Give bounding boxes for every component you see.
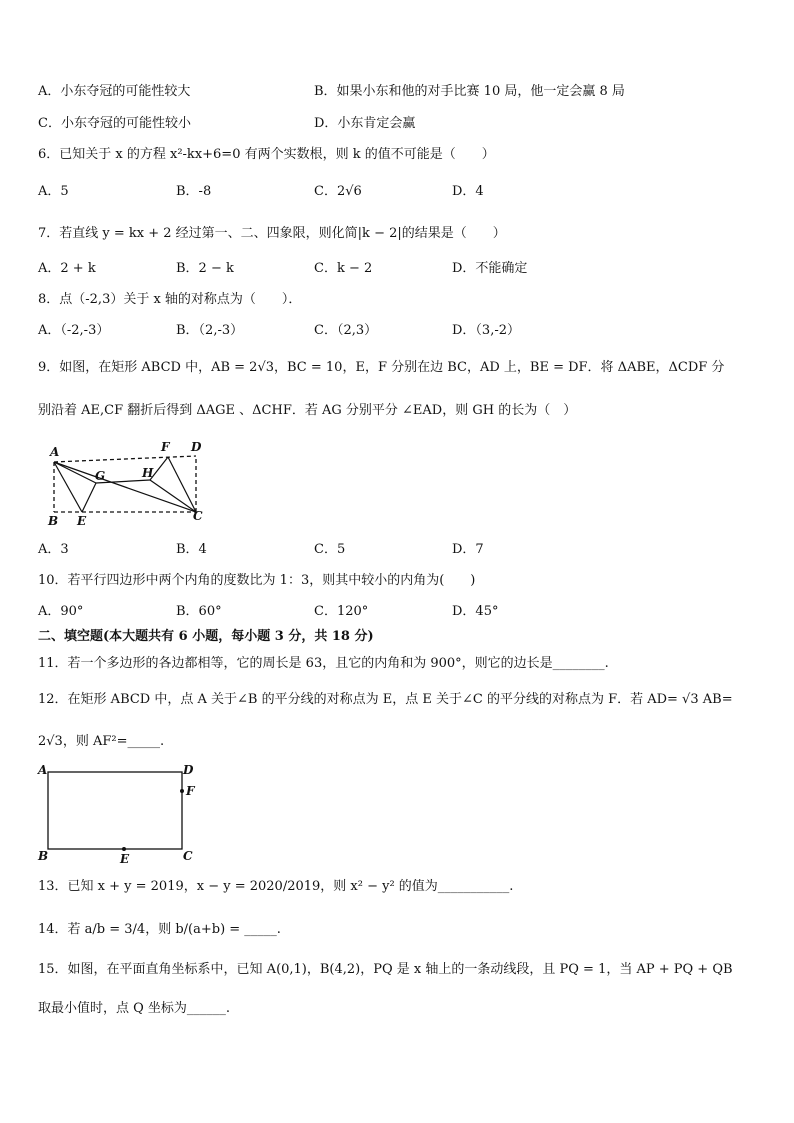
q12-stem-line-1: 12．在矩形 ABCD 中，点 A 关于∠B 的平分线的对称点为 E，点 E 关于∠C 的平分线的对称点为 F．若 AD= √3 AB=	[38, 692, 733, 707]
q9-label-c: C	[193, 509, 203, 523]
q6-option-d: D．4	[452, 184, 484, 199]
q12-rectangle	[48, 772, 182, 849]
q6-option-a: A．5	[38, 184, 69, 199]
q9-edge-ad	[54, 456, 196, 462]
q8-option-a: A．（-2,-3）	[38, 323, 110, 338]
q10-stem: 10．若平行四边形中两个内角的度数比为 1：3，则其中较小的内角为( )	[38, 573, 476, 588]
q10-option-a: A．90°	[38, 604, 84, 619]
q12-label-f: F	[186, 784, 195, 798]
q12-point-f	[180, 789, 184, 793]
q9-stem-line-1: 9．如图，在矩形 ABCD 中，AB = 2√3，BC = 10，E，F 分别在边 BC，AD 上，BE = DF．将 ΔABE，ΔCDF 分	[38, 360, 725, 375]
q5-option-d: D．小东肯定会赢	[314, 116, 416, 131]
q9-label-b: B	[48, 514, 59, 528]
q6-option-c: C．2√6	[314, 184, 362, 199]
q9-option-c: C．5	[314, 542, 346, 557]
q12-point-e	[122, 847, 126, 851]
q5-option-a: A．小东夺冠的可能性较大	[38, 84, 191, 99]
q9-label-h: H	[142, 466, 154, 480]
q9-label-d: D	[191, 440, 202, 454]
q9-label-e: E	[77, 514, 87, 528]
q8-option-d: D．（3,-2）	[452, 323, 520, 338]
q12-stem-line-2: 2√3，则 AF²=_____.	[38, 734, 165, 749]
q7-option-c: C．k − 2	[314, 261, 373, 276]
q8-option-b: B．（2,-3）	[176, 323, 244, 338]
q9-option-a: A．3	[38, 542, 69, 557]
q9-label-g: G	[95, 469, 106, 483]
q15-stem-line-2: 取最小值时，点 Q 坐标为______.	[38, 1001, 231, 1016]
q7-option-d: D．不能确定	[452, 261, 528, 276]
q6-stem: 6．已知关于 x 的方程 x²-kx+6=0 有两个实数根，则 k 的值不可能是（ ）	[38, 147, 495, 162]
q7-option-b: B．2 − k	[176, 261, 234, 276]
q12-label-a: A	[38, 763, 48, 777]
q10-option-c: C．120°	[314, 604, 369, 619]
q9-stem-line-2: 别沿着 AE,CF 翻折后得到 ΔAGE 、ΔCHF．若 AG 分别平分 ∠EAD，则 GH 的长为（ ）	[38, 403, 577, 418]
q12-rectangle-figure	[34, 760, 204, 866]
q9-line-ge	[82, 483, 96, 512]
q7-stem: 7．若直线 y = kx + 2 经过第一、二、四象限，则化简|k − 2|的结果是（ ）	[38, 226, 506, 241]
q9-label-a: A	[50, 445, 60, 459]
q15-stem-line-1: 15．如图，在平面直角坐标系中，已知 A(0,1)，B(4,2)，PQ 是 x 轴上的一条动线段，且 PQ = 1，当 AP + PQ + QB	[38, 962, 733, 977]
q9-figure-svg	[44, 436, 210, 530]
q10-option-d: D．45°	[452, 604, 499, 619]
q8-option-c: C．（2,3）	[314, 323, 378, 338]
q10-option-b: B．60°	[176, 604, 222, 619]
q9-line-hc	[150, 480, 196, 512]
q12-label-c: C	[183, 849, 193, 863]
q8-stem: 8．点（-2,3）关于 x 轴的对称点为（ ）．	[38, 292, 302, 307]
q9-option-b: B．4	[176, 542, 207, 557]
q9-option-d: D．7	[452, 542, 484, 557]
q13-stem: 13．已知 x + y = 2019，x − y = 2020/2019，则 x² − y² 的值为___________.	[38, 879, 514, 894]
q11-stem: 11．若一个多边形的各边都相等，它的周长是 63，且它的内角和为 900°，则它的边长是________.	[38, 656, 609, 671]
q7-option-a: A．2 + k	[38, 261, 96, 276]
q5-option-b: B．如果小东和他的对手比赛 10 局，他一定会赢 8 局	[314, 84, 625, 99]
section-2-heading: 二、填空题(本大题共有 6 小题，每小题 3 分，共 18 分)	[38, 629, 374, 644]
q5-option-c: C．小东夺冠的可能性较小	[38, 116, 191, 131]
q12-label-d: D	[183, 763, 194, 777]
q12-label-e: E	[120, 852, 130, 866]
q14-stem: 14．若 a/b = 3/4，则 b/(a+b) = _____.	[38, 922, 281, 937]
q12-figure-svg	[34, 760, 204, 866]
q6-option-b: B．-8	[176, 184, 212, 199]
q9-rectangle-figure	[44, 436, 210, 530]
q12-label-b: B	[38, 849, 49, 863]
q9-label-f: F	[161, 440, 170, 454]
